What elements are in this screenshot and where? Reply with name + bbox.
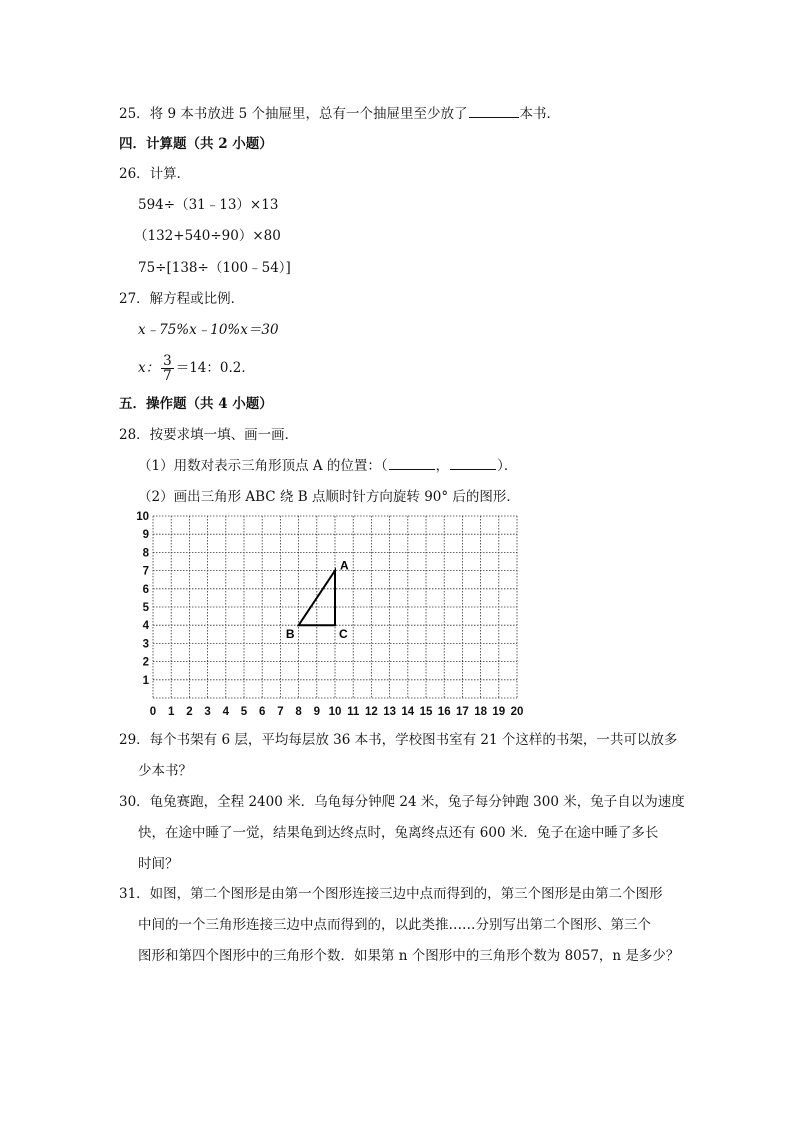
- question-27-title: 27．解方程或比例．: [119, 291, 245, 307]
- x-tick-label: 12: [365, 706, 378, 718]
- vertex-label-c: C: [339, 627, 348, 642]
- y-tick-label: 4: [142, 620, 149, 633]
- y-tick-label: 1: [142, 674, 149, 687]
- x-tick-label: 17: [456, 706, 469, 718]
- y-tick-label: 3: [142, 638, 149, 651]
- x-tick-label: 8: [295, 706, 302, 718]
- x-tick-label: 10: [328, 706, 342, 718]
- x-tick-label: 9: [313, 706, 321, 718]
- x-tick-label: 0: [149, 706, 157, 718]
- q25-suffix: 本书．: [519, 106, 561, 122]
- q27-eq2-prefix: x：: [138, 360, 160, 376]
- q31-line-3: 图形和第四个图形中的三角形个数．如果第 n 个图形中的三角形个数为 8057，n 是多少？: [138, 948, 680, 964]
- q26-expression-1: 594÷（31﹣13）×13: [138, 197, 279, 213]
- q28-part-2: （2）画出三角形 ABC 绕 B 点顺时针方向旋转 90° 后的图形．: [138, 489, 520, 505]
- question-28-title: 28．按要求填一填、画一画．: [119, 427, 299, 443]
- q27-equation-1: x﹣75%x﹣10%x＝30: [138, 322, 279, 338]
- y-tick-label: 6: [142, 583, 149, 596]
- q28-y-blank[interactable]: [450, 457, 496, 470]
- x-tick-label: 14: [401, 706, 415, 718]
- q28-part1-suffix: ）．: [497, 458, 518, 474]
- section-4-heading: 四．计算题（共 2 小题）: [119, 136, 273, 152]
- q30-line-1: 30．龟兔赛跑，全程 2400 米．乌龟每分钟爬 24 米，兔子每分钟跑 300 米，兔子自以为速度: [119, 794, 685, 810]
- vertex-label-b: B: [285, 627, 295, 642]
- question-25: [119, 104, 560, 124]
- vertex-label-a: A: [340, 558, 349, 573]
- q26-expression-3: 75÷[138÷（100﹣54）]: [138, 260, 291, 276]
- x-tick-label: 7: [277, 706, 284, 718]
- y-tick-label: 2: [142, 656, 149, 669]
- q28-x-blank[interactable]: [389, 457, 435, 470]
- q30-line-2: 快，在途中睡了一觉，结果龟到达终点时，兔离终点还有 600 米．兔子在途中睡了多长: [138, 825, 659, 841]
- y-tick-label: 9: [142, 529, 149, 542]
- coordinate-grid: [130, 510, 530, 722]
- q27-fraction-denominator: 7: [163, 367, 172, 384]
- q25-answer-blank[interactable]: [469, 105, 519, 118]
- x-tick-label: 19: [492, 706, 506, 718]
- x-tick-label: 6: [258, 706, 266, 718]
- q29-line-2: 少本书？: [138, 763, 192, 779]
- q30-line-3: 时间？: [138, 856, 179, 872]
- x-tick-label: 1: [167, 706, 175, 718]
- x-tick-label: 16: [437, 706, 451, 718]
- y-tick-label: 10: [136, 511, 149, 523]
- q27-fraction-numerator: 3: [163, 352, 172, 369]
- section-5-heading: 五．操作题（共 4 小题）: [119, 396, 273, 412]
- q28-part1-prefix: （1）用数对表示三角形顶点 A 的位置：（: [138, 458, 388, 474]
- q28-part-1: [138, 456, 517, 476]
- y-tick-label: 7: [142, 565, 149, 578]
- triangle-abc: [299, 571, 335, 626]
- x-tick-label: 20: [510, 706, 524, 718]
- y-tick-label: 8: [142, 547, 149, 560]
- q28-part1-comma: ，: [435, 458, 450, 474]
- question-26-title: 26．计算．: [119, 166, 191, 182]
- x-tick-label: 4: [222, 706, 230, 718]
- x-tick-label: 5: [240, 706, 248, 718]
- q27-eq2-suffix: ＝14：0.2．: [175, 360, 255, 376]
- x-tick-label: 11: [347, 706, 360, 718]
- q27-fraction: [161, 354, 174, 383]
- x-tick-label: 18: [474, 706, 487, 718]
- x-tick-label: 3: [204, 706, 211, 718]
- q31-line-2: 中间的一个三角形连接三边中点而得到的，以此类推……分别写出第二个图形、第三个: [138, 917, 651, 933]
- q27-equation-2: [138, 350, 255, 386]
- x-tick-label: 13: [383, 706, 396, 718]
- x-tick-label: 15: [419, 706, 433, 718]
- x-tick-label: 2: [186, 706, 193, 718]
- y-tick-label: 5: [142, 602, 149, 614]
- q31-line-1: 31．如图，第二个图形是由第一个图形连接三边中点而得到的，第三个图形是由第二个图形: [119, 886, 663, 902]
- q26-expression-2: （132+540÷90）×80: [134, 228, 281, 244]
- q25-prefix: 25．将 9 本书放进 5 个抽屉里，总有一个抽屉里至少放了: [119, 106, 468, 122]
- q29-line-1: 29．每个书架有 6 层，平均每层放 36 本书，学校图书室有 21 个这样的书架，一共可以放多: [119, 732, 678, 748]
